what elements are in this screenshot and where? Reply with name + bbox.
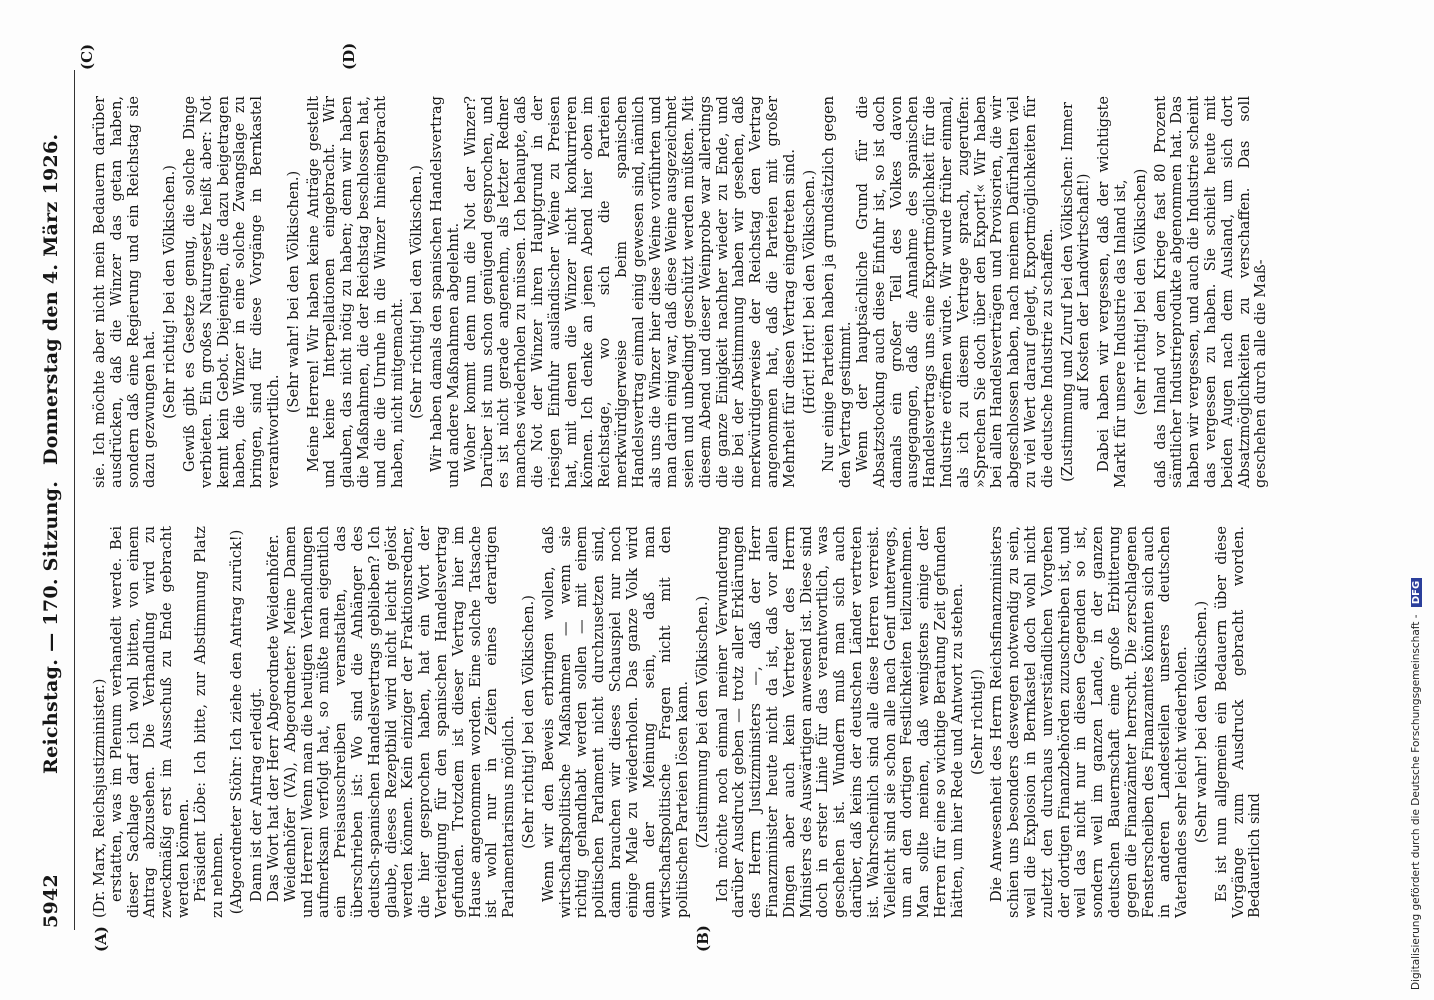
interjection: (Sehr richtig!) [968,669,986,775]
digitization-note [1410,40,1422,990]
running-header-left: Reichstag. — 170. Sitzung. [40,480,62,774]
paragraph: daß das Inland vor dem Kriege fast 80 Prozent sämtlicher Industrieprodukte abgenommen hat. Das haben wir vergessen, und auch die Industrie scheint das vergessen zu haben. Sie schielt heute mit beiden Augen nach dem Ausland, um sich dort Absatzmöglichkeiten zu verschaffen. Das soll geschehen durch alle die Maß- [1151,96,1270,488]
paragraph: Das Wort hat der Herr Abgeordnete Weidenhöfer. [264,534,282,902]
interjection: (Zustimmung bei den Völkischen.) [693,595,711,849]
interjection: (Zustimmung und Zuruf bei den Völkischen: Immer auf Kosten der Landwirtschaft!) [1058,102,1093,482]
dfg-logo: DFG [1411,578,1422,607]
right-text-column [92,96,1270,488]
paragraph: Wir haben damals den spanischen Handelsvertrag und andere Maßnahmen abgelehnt. [428,96,462,488]
running-header-right: Donnerstag den 4. März 1926. [40,133,62,465]
paragraph: sie. Ich möchte aber nicht mein Bedauern darüber ausdrücken, daß die Winzer das getan haben, sondern daß eine Regierung und ein Reichstag sie dazu gezwungen hat. [91,96,159,488]
paragraph: Die Anwesenheit des Herrn Reichsfinanzministers schien uns besonders deswegen notwendig zu sein, weil die Explosion in Bernkastel doch wohl nicht zuletzt den durchaus unverständlichen Vorgehen der dortigen Finanzbehörden zuzuschreiben ist, und weil das nicht nur in diesen Gegenden so ist, sondern weil im ganzen Lande, in der ganzen deutschen Bauernschaft eine große Erbitterung gegen die Finanzämter herrscht. Die zerschlagenen Fensterscheiben des Finanzamtes könnten sich auch in anderen Landesteilen unseres deutschen Vaterlandes sehr leicht wiederholen. [988,526,1191,918]
interjection: (Sehr richtig! bei den Völkischen.) [519,595,537,849]
margin-marker-b: (B) [694,925,712,952]
paragraph: Wenn der hauptsächliche Grund für die Absatzstockung auch diese Einfuhr ist, so ist doch damals ein großer Teil des Volkes davon ausgegangen, daß die Annahme des spanischen Handelsvertrags uns eine Exportmöglichkeit für die Industrie eröffnen würde. Wir wurde früher einmal, als ich zu diesem Vertrage sprach, zugerufen: »Sprechen Sie doch über den Export!« Wir haben bei allen Handelsverträgen und Provisorien, die wir abgeschlossen haben, nach meinem Dafürhalten viel zu viel Wert darauf gelegt, Exportmöglichkeiten für die deutsche Industrie zu schaffen. [854,96,1056,488]
paragraph: Weidenhöfer (VA), Abgeordneter: Meine Damen und Herren! Wenn man die heutigen Verhandlungen aufmerksam verfolgt hat, so müßte man eigentlich ein Preisausschreiben veranstalten, das überschrieben ist: Wo sind die Anhänger des deutsch-spanischen Handelsvertrags geblieben? Ich glaube, dieses Rezeptbild wird nicht leicht gelöst werden können. Kein einziger der Fraktionsredner, die hier gesprochen haben, hat ein Wort der Verteidigung für den spanischen Handelsvertrag gefunden. Trotzdem ist dieser Vertrag hier im Hause angenommen worden. Eine solche Tatsache ist wohl nur in Zeiten eines derartigen Parlamentarismus möglich. [281,526,518,918]
margin-marker-d: (D) [340,42,358,70]
paragraph: Präsident Löbe: Ich bitte, zur Abstimmung Platz zu nehmen. [191,526,226,918]
paragraph: Es ist nun allgemein ein Bedauern über diese Vorgänge zum Ausdruck gebracht worden. Bedauerlich sind [1212,526,1264,918]
interjection: (Sehr wahr! bei den Völkischen.) [1193,600,1210,844]
paragraph: Dann ist der Antrag erledigt. [248,687,266,902]
paragraph: Wenn wir den Beweis erbringen wollen, daß wirtschaftspolitische Maßnahmen — wenn sie richtig gehandhabt werden sollen — mit einem politischen Parlament nicht durchzusetzen sind, dann brauchen wir dieses Schauspiel nur noch einige Male zu wiederholen. Das ganze Volk wird dann der Meinung sein, daß man wirtschaftspolitische Fragen nicht mit den politischen Parteien lösen kann. [539,526,692,918]
paragraph: (Dr. Marx, Reichsjustizminister.) [91,678,108,918]
interjection: (Sehr wahr! bei den Völkischen.) [284,170,302,414]
margin-marker-a: (A) [92,926,110,952]
header-rule [74,70,75,930]
paragraph: Meine Herren! Wir haben keine Anträge gestellt und keine Interpellationen eingebracht. Wir glauben, das nicht nötig zu haben; denn wir haben die Maßnahmen, die der Reichstag beschlossen hat, und die die Unruhe in die Winzer hineingebracht haben, nicht mitgemacht. [304,96,406,488]
interjection: (sehr richtig! bei den Völkischen) [1131,168,1149,416]
digitization-text: Digitalisierung gefördert durch die Deutsche Forschungsgemeinschaft - [1410,614,1422,990]
interjection: (Sehr richtig! bei den Völkischen.) [161,165,179,419]
interjection: (Abgeordneter Stöhr: Ich ziehe den Antrag zurück!) [228,529,246,915]
interjection: (Sehr richtig! bei den Völkischen.) [408,165,426,419]
paragraph: Gewiß gibt es Gesetze genug, die solche Dinge verbieten. Ein großes Naturgesetz heißt aber: Not kennt kein Gebot. Diejenigen, die dazu beigetragen haben, die Winzer in eine solche Zwangslage zu bringen, sind für diese Vorgänge in Bernkastel verantwortlich. [180,96,282,488]
left-text-column [92,526,1264,918]
paragraph: Woher kommt denn nun die Not der Winzer? Darüber ist nun schon genügend gesprochen, und es ist nicht gerade angenehm, als letzter Redner manches wiederholen zu müssen. Ich behaupte, daß die Not der Winzer ihren Hauptgrund in der riesigen Einfuhr ausländischer Weine zu Preisen hat, mit denen die Winzer nicht konkurrieren können. Ich denke an jenen Abend hier oben im Reichstage, wo sich die Parteien merkwürdigerweise beim spanischen Handelsvertrag einmal einig gewesen sind, nämlich als uns die Winzer hier diese Weine vorführten und man darin einig war, daß diese Weine ausgezeichnet seien und unbedingt geschützt werden müßten. Mit diesem Abend und dieser Weinprobe war allerdings die ganze Einigkeit nachher wieder zu Ende, und die bei der Abstimmung haben wir gesehen, daß merkwürdigerweise der Reichstag den Vertrag angenommen hat, daß die Parteien mit großer Mehrheit für diesen Vertrag eingetreten sind. [461,96,798,488]
margin-marker-c: (C) [78,43,96,70]
paragraph: Dabei haben wir vergessen, daß der wichtigste Markt für unsere Industrie das Inland ist, [1095,96,1130,488]
interjection: (Hört! Hört! bei den Völkischen.) [800,169,818,415]
page-number: 5942 [40,873,62,928]
paragraph: erstatten, was im Plenum verhandelt werde. Bei dieser Sachlage darf ich wohl bitten, von einem Antrag abzusehen. Die Verhandlung wird zu zweckmäßig erst im Ausschuß zu Ende gebracht werden können. [107,526,192,918]
paragraph: Ich möchte noch einmal meiner Verwunderung darüber Ausdruck geben — trotz aller Erklärungen des Herrn Justizministers —, daß der Herr Finanzminister heute nicht da ist, daß vor allen Dingen aber auch kein Vertreter des Herrn Ministers des Auswärtigen anwesend ist. Diese sind doch in erster Linie für das verantwortlich, was geschehen ist. Wundern muß man sich auch darüber, daß keins der deutschen Länder vertreten ist. Wahrscheinlich sind alle diese Herren verreist. Vielleicht sind sie schon alle nach Genf unterwegs, um an den dortigen Festlichkeiten teilzunehmen. Man sollte meinen, daß wenigstens einige der Herren für eine so wichtige Beratung Zeit gefunden hätten, um hier Rede und Antwort zu stehen. [713,526,966,918]
paragraph: Nur einige Parteien haben ja grundsätzlich gegen den Vertrag gestimmt. [820,96,855,488]
